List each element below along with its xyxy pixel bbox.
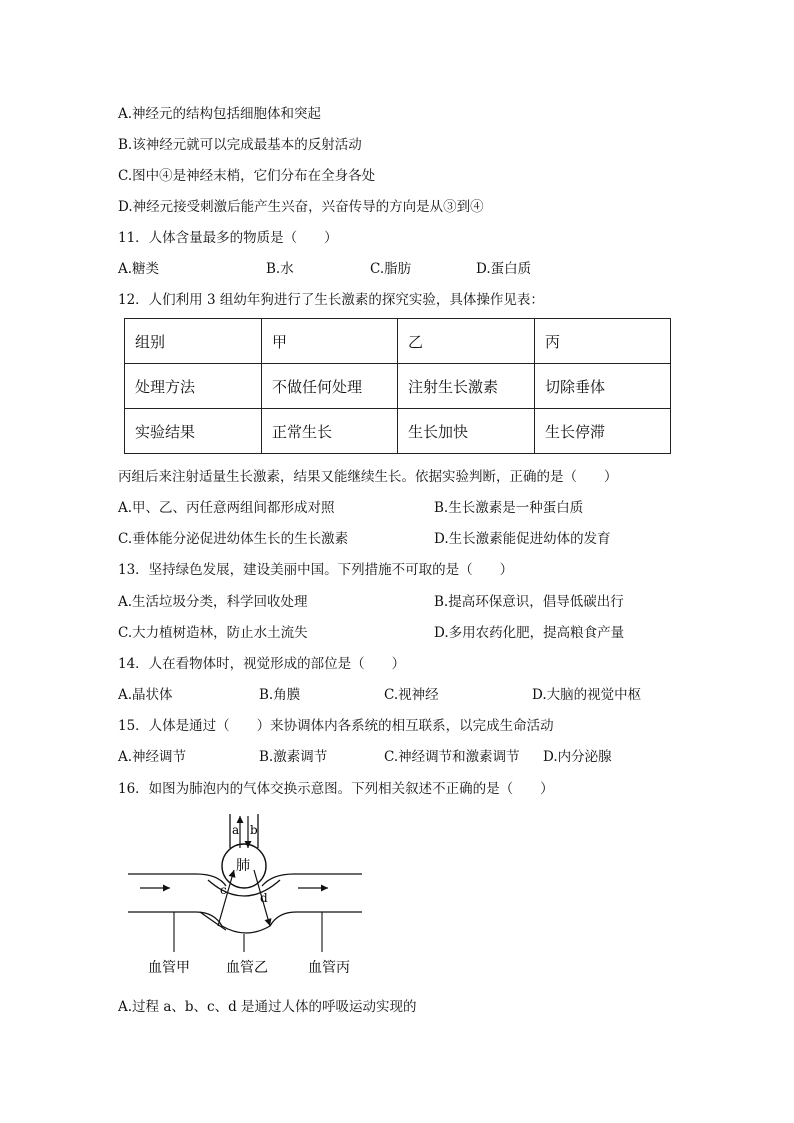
q11-option-c: C.脂肪 (370, 261, 412, 277)
vessel-label-1: 血管甲 (148, 960, 190, 976)
q10-option-b: B.该神经元就可以完成最基本的反射活动 (118, 137, 362, 153)
table-cell: 丙 (535, 319, 671, 364)
table-cell: 生长停滞 (535, 409, 671, 454)
q14-stem: 14．人在看物体时，视觉形成的部位是（ ） (118, 656, 406, 672)
label-d: d (260, 891, 268, 905)
q14-option-d: D.大脑的视觉中枢 (532, 687, 642, 703)
table-cell: 切除垂体 (535, 364, 671, 409)
table-cell: 乙 (398, 319, 535, 364)
vessel-label-3: 血管丙 (308, 960, 350, 976)
q15-option-d: D.内分泌腺 (543, 749, 612, 765)
table-cell: 组别 (125, 319, 262, 364)
q13-option-c: C.大力植树造林，防止水土流失 (118, 625, 308, 641)
experiment-table (124, 318, 671, 454)
table-row (125, 364, 671, 409)
table-cell: 不做任何处理 (262, 364, 398, 409)
vessel-lower-wall (128, 912, 362, 933)
q13-option-a: A.生活垃圾分类，科学回收处理 (118, 594, 308, 610)
q16-stem: 16．如图为肺泡内的气体交换示意图。下列相关叙述不正确的是（ ） (118, 781, 554, 797)
vessel-label-2: 血管乙 (226, 960, 268, 976)
table-row (125, 319, 671, 364)
vessel-inner-curve (200, 912, 226, 930)
q10-option-d: D.神经元接受刺激后能产生兴奋，兴奋传导的方向是从③到④ (118, 199, 484, 215)
q12-option-d: D.生长激素能促进幼体的发育 (434, 531, 611, 547)
q12-option-a: A.甲、乙、丙任意两组间都形成对照 (118, 500, 335, 516)
q15-option-b: B.激素调节 (259, 749, 328, 765)
vessel-upper-wall-right (262, 874, 362, 886)
q12-stem: 12．人们利用 3 组幼年狗进行了生长激素的探究实验，具体操作见表： (118, 292, 544, 308)
q10-option-c: C.图中④是神经末梢，它们分布在全身各处 (118, 168, 376, 184)
q15-option-a: A.神经调节 (118, 749, 187, 765)
q12-continuation: 丙组后来注射适量生长激素，结果又能继续生长。依据实验判断，正确的是（ ） (118, 469, 618, 485)
q15-option-c: C.神经调节和激素调节 (384, 749, 520, 765)
q13-option-b: B.提高环保意识，倡导低碳出行 (434, 594, 624, 610)
label-c: c (220, 883, 227, 897)
q10-option-a: A.神经元的结构包括细胞体和突起 (118, 106, 322, 122)
q12-option-b: B.生长激素是一种蛋白质 (434, 500, 584, 516)
q11-option-d: D.蛋白质 (476, 261, 532, 277)
table-cell: 生长加快 (398, 409, 535, 454)
q13-stem: 13．坚持绿色发展，建设美丽中国。下列措施不可取的是（ ） (118, 562, 514, 578)
q12-option-c: C.垂体能分泌促进幼体生长的生长激素 (118, 531, 349, 547)
vessel-upper-wall-left (128, 874, 226, 886)
label-b: b (250, 823, 258, 837)
q11-option-b: B.水 (266, 261, 294, 277)
table-row (125, 409, 671, 454)
label-a: a (232, 823, 240, 837)
table-cell: 正常生长 (262, 409, 398, 454)
q16-option-a: A.过程 a、b、c、d 是通过人体的呼吸运动实现的 (118, 999, 417, 1015)
q13-option-d: D.多用农药化肥，提高粮食产量 (434, 625, 625, 641)
q14-option-b: B.角膜 (259, 687, 301, 703)
q11-option-a: A.糖类 (118, 261, 160, 277)
q14-option-a: A.晶状体 (118, 687, 173, 703)
table-cell: 甲 (262, 319, 398, 364)
table-cell: 注射生长激素 (398, 364, 535, 409)
alveolus-label: 肺 (236, 858, 250, 874)
q14-option-c: C.视神经 (384, 687, 439, 703)
q15-stem: 15．人体是通过（ ）来协调体内各系统的相互联系，以完成生命活动 (118, 718, 554, 734)
table-cell: 实验结果 (125, 409, 262, 454)
alveolus-gas-exchange-diagram (126, 808, 376, 978)
q11-stem: 11．人体含量最多的物质是（ ） (118, 230, 338, 246)
table-cell: 处理方法 (125, 364, 262, 409)
